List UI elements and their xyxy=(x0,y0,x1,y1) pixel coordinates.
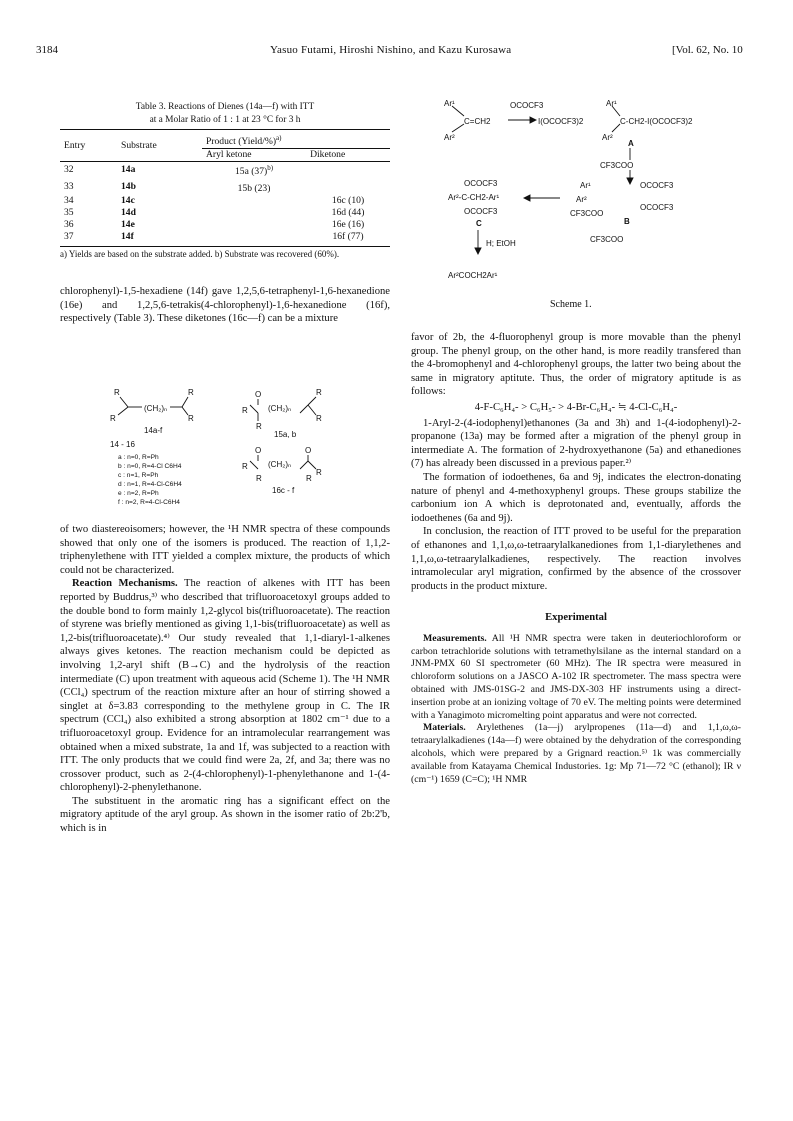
left-paragraph-3: Reaction Mechanisms. The reaction of alkenes with ITT has been reported by Buddrus,³⁾ who described that trifluoroacetoxyl groups added to the double bond to form mainly 1,2-glycol bis(trifluoroacetate). The reaction of styrene was briefly mentioned as giving 1,1-bis(trifluoroacetate) as well as 1,2-bis(trifluoroacetate).⁴⁾ Our study revealed that 1,1-diaryl-1-alkenes always gives ketones. The reaction mechanism could be depicted as involving 1,2-aryl shift (B→C) and the hydrolysis of the reaction intermediate (C) upon treatment with aqueous acid (Scheme 1). The ¹H NMR (CCl₄) spectrum of the reaction mixture after an hour of stirring showed a singlet at δ=3.83 corresponding to the methylene group in C. The IR spectrum (CCl₄) also exhibited a strong absorption at 1802 cm⁻¹ due to a trifluoroacetoxyl group. Evidence for an intramolecular rearrangement was obtained when a mixed substrate, 1a and 1f, was subjected to a reaction with ITT. The only products that we could find were 2a, 2f, and 3a; there was no crossover product, such as 2-(4-chlorophenyl)-1-phenylethanone and 1-(4-chlorophenyl)-2-phenylethanone. xyxy=(60,578,390,794)
table-cell-diketone: 16c (10) xyxy=(331,194,365,206)
table-cell-diketone: 16d (44) xyxy=(331,206,365,218)
scheme-ar1-b: Ar¹ xyxy=(580,181,591,190)
struct-r-label: R xyxy=(256,422,262,431)
legend-line: d : n=1, R=4-Cl-C6H4 xyxy=(118,481,182,488)
section-title-experimental: Experimental xyxy=(545,612,607,624)
scheme-ar2: Ar² xyxy=(444,133,455,142)
struct-r-label: R xyxy=(306,474,312,483)
scheme-intermediate-a-chain: C-CH2-I(OCOCF3)2 xyxy=(620,117,693,126)
table-cell-aryl: 15a $(37)^{b)}$ xyxy=(234,164,274,178)
struct-r-label: R xyxy=(188,388,194,397)
struct-r-label: R xyxy=(110,414,116,423)
legend-line: a : n=0, R=Ph xyxy=(118,454,159,461)
label-15ab: 15a, b xyxy=(274,430,297,439)
table-cell-diketone xyxy=(306,162,390,179)
running-head-authors: Yasuo Futami, Hiroshi Nishino, and Kazu Kurosawa xyxy=(270,44,512,56)
struct-r-label: R xyxy=(242,462,248,471)
left-column-body xyxy=(60,523,390,836)
table-cell-aryl xyxy=(202,231,306,243)
struct-r-label: R xyxy=(114,388,120,397)
table-cell-substrate: 14f xyxy=(121,230,134,242)
label-16cf: 16c - f xyxy=(272,486,295,495)
table-3-caption-line-1: Table 3. Reactions of Dienes (14a—f) with ITT xyxy=(135,102,315,112)
table-row xyxy=(60,195,390,207)
table-cell-substrate: 14b xyxy=(121,180,136,192)
right-paragraph-2: 1-Aryl-2-(4-iodophenyl)ethanones (3a and 3h) and 1-(4-iodophenyl)-2-propanone (13a) may be formed after a migration of the phenyl group in intermediate A. The formation of 2-hydroxyethanone (5a) and ethanediones (7) has already been discussed in a previous paper.²⁾ xyxy=(411,417,741,470)
struct-chain: (CH₂)ₙ xyxy=(268,460,292,469)
table-3-caption-line-2: at a Molar Ratio of 1 : 1 at 23 °C for 3 h xyxy=(149,114,301,125)
scheme-label-c: C xyxy=(476,219,482,228)
table-header-product: Product (Yield/%)$^{a)}$ xyxy=(205,134,282,148)
right-paragraph-4: In conclusion, the reaction of ITT proved to be useful for the preparation of ethanones and 1,1,ω,ω-tetraarylalkanediones from 1,1-diarylethenes and 1,1,ω,ω-tetraarylalkadienes, respectively. The reaction involves intramolecular aryl migration, confirmed by the absence of the crossover products in the product mixture. xyxy=(411,526,741,592)
label-14a-f: 14a-f xyxy=(144,426,163,435)
table-row xyxy=(60,207,390,219)
left-paragraph-2: of two diastereoisomers; however, the ¹H NMR spectra of these compounds showed that only one of the isomers is produced. The reaction of 1,1,2-triphenylethene with ITT yielded a complex mixture, the products of which could not be characterized. xyxy=(60,524,390,576)
scheme-label-a: A xyxy=(628,139,634,148)
table-3-footnote: a) Yields are based on the substrate added. b) Substrate was recovered (60%). xyxy=(60,246,390,261)
table-cell-entry: 37 xyxy=(64,230,74,242)
scheme-ar2: Ar² xyxy=(602,133,613,142)
table-cell-substrate: 14e xyxy=(121,218,135,230)
scheme-ar1: Ar¹ xyxy=(606,99,617,108)
table-3-block xyxy=(60,101,390,260)
scheme-cf3coo-b2: CF3COO xyxy=(590,235,624,244)
struct-chain: (CH₂)ₙ xyxy=(268,404,292,413)
scheme-ocof3-b2: OCOCF3 xyxy=(640,203,674,212)
table-cell-entry: 32 xyxy=(64,164,74,176)
measurements-paragraph: Measurements. All ¹H NMR spectra were taken in deuteriochloroform or carbon tetrachloride solutions with tetramethylsilane as the internal standard on a JNM-PMX 60 SI spectrometer (60 MHz). The IR spectra were measured in chloroform solutions on a JASCO A-102 IR spectrometer. The mass spectra were obtained with JMS-01SG-2 and JMS-DX-303 HF instruments using a direct-insertion probe at an ionizing voltage of 70 eV. The melting points were determined with a Yanagimoto micromelting point apparatus and were not corrected. xyxy=(411,632,741,721)
right-paragraph-3: The formation of iodoethenes, 6a and 9j, indicates the electron-donating nature of phenyl and 4-methoxyphenyl groups. These groups stabilize the carbonium ion A which is deprotonated and, eventually, affords the iodoethenes (6a and 9j). xyxy=(411,471,741,524)
struct-r-label: R xyxy=(188,414,194,423)
table-cell-aryl: 15b (23) xyxy=(237,182,271,194)
legend-line: c : n=1, R=Ph xyxy=(118,472,159,479)
scheme-ar2-b: Ar² xyxy=(576,195,587,204)
table-row xyxy=(60,231,390,243)
legend-line: b : n=0, R=4-Cl C6H4 xyxy=(118,463,182,470)
scheme-cf3coo-b: CF3COO xyxy=(570,209,604,218)
struct-o-label: O xyxy=(305,446,312,455)
scheme-product: Ar²COCH2Ar¹ xyxy=(448,271,498,280)
scheme-ocof3-c: OCOCF3 xyxy=(464,179,498,188)
table-3 xyxy=(60,129,390,243)
table-cell-entry: 34 xyxy=(64,194,74,206)
scheme-alkene: C=CH2 xyxy=(464,117,491,126)
struct-r-label: R xyxy=(316,468,322,477)
scheme-1 xyxy=(440,98,740,298)
struct-r-label: R xyxy=(242,406,248,415)
table-header-substrate: Substrate xyxy=(121,139,157,151)
table-cell-substrate: 14a xyxy=(121,164,136,176)
scheme-c-chain: Ar²-C-CH2-Ar¹ xyxy=(448,193,500,202)
scheme-ar1: Ar¹ xyxy=(444,99,455,108)
table-cell-diketone: 16e (16) xyxy=(331,218,365,230)
struct-r-label: R xyxy=(316,388,322,397)
legend-line: f : n=2, R=4-Cl-C6H4 xyxy=(118,499,180,506)
table-row xyxy=(60,162,390,179)
left-paragraph-1: chlorophenyl)-1,5-hexadiene (14f) gave 1,2,5,6-tetraphenyl-1,6-hexanedione (16e) and 1,2,5,6-tetrakis(4-chlorophenyl)-1,6-hexanedione (16f), respectively (Table 3). These diketones (16c—f) can be a mixture xyxy=(60,286,390,325)
scheme-hydrolysis: H; EtOH xyxy=(486,239,516,248)
table-header-entry: Entry xyxy=(64,139,86,151)
struct-r-label: R xyxy=(256,474,262,483)
table-cell-diketone xyxy=(306,179,390,195)
materials-paragraph: Materials. Arylethenes (1a—j) arylpropenes (11a—d) and 1,1,ω,ω-tetraarylalkadienes (14a—f) were obtained by the dehydration of the corresponding alcohols, which were prepared by a Grignard reaction.⁵⁾ 1k was commercially available from Katayama Chemical Industories. 1g: Mp 71—72 °C (ethanol); IR ν (cm⁻¹) 1659 (C=C); ¹H NMR xyxy=(411,722,741,785)
table-cell-entry: 35 xyxy=(64,206,74,218)
page-number: 3184 xyxy=(36,44,58,56)
structure-figure xyxy=(110,385,350,515)
table-cell-entry: 33 xyxy=(64,180,74,192)
scheme-reagent-ocof3: OCOCF3 xyxy=(510,101,544,110)
scheme-ocof3-b: OCOCF3 xyxy=(640,181,674,190)
table-cell-aryl xyxy=(202,195,306,207)
label-14-16: 14 - 16 xyxy=(110,440,135,449)
table-cell-substrate: 14d xyxy=(121,206,136,218)
right-paragraph-1: favor of 2b, the 4-fluorophenyl group is more movable than the phenyl group. The phenyl group, on the other hand, is more readily transfered than the 4-bromophenyl and 4-chlorophenyl groups, the latter two being about the same in migratory aptitute. Thus, the order of migratory aptitude is as follows: xyxy=(411,332,741,398)
table-cell-substrate: 14c xyxy=(121,194,135,206)
struct-o-label: O xyxy=(255,390,262,399)
struct-o-label: O xyxy=(255,446,262,455)
table-row xyxy=(60,219,390,231)
table-cell-diketone: 16f (77) xyxy=(332,230,364,242)
scheme-label-b: B xyxy=(624,217,630,226)
table-header-aryl-ketone: Aryl ketone xyxy=(202,149,306,162)
table-cell-entry: 36 xyxy=(64,218,74,230)
left-paragraph-4: The substituent in the aromatic ring has a significant effect on the migratory aptitude of the aryl group. As shown in the isomer ratio of 2b:2'b, which is in xyxy=(60,795,390,835)
struct-chain: (CH₂)ₙ xyxy=(144,404,168,413)
right-column-body xyxy=(411,331,741,786)
table-row xyxy=(60,179,390,195)
scheme-caption: Scheme 1. xyxy=(550,299,592,310)
table-header-diketone: Diketone xyxy=(306,149,390,162)
table-cell-aryl xyxy=(202,207,306,219)
scheme-cf3coo: CF3COO xyxy=(600,161,634,170)
struct-r-label: R xyxy=(316,414,322,423)
migratory-order: 4-F-C₆H₄- > C₆H₅- > 4-Br-C₆H₄- ≒ 4-Cl-C₆H₄- xyxy=(474,401,678,413)
legend-line: e : n=2, R=Ph xyxy=(118,490,159,497)
scheme-itt: I(OCOCF3)2 xyxy=(538,117,584,126)
running-head-volume: [Vol. 62, No. 10 xyxy=(672,44,743,56)
scheme-ocof3-c2: OCOCF3 xyxy=(464,207,498,216)
table-cell-aryl xyxy=(202,219,306,231)
